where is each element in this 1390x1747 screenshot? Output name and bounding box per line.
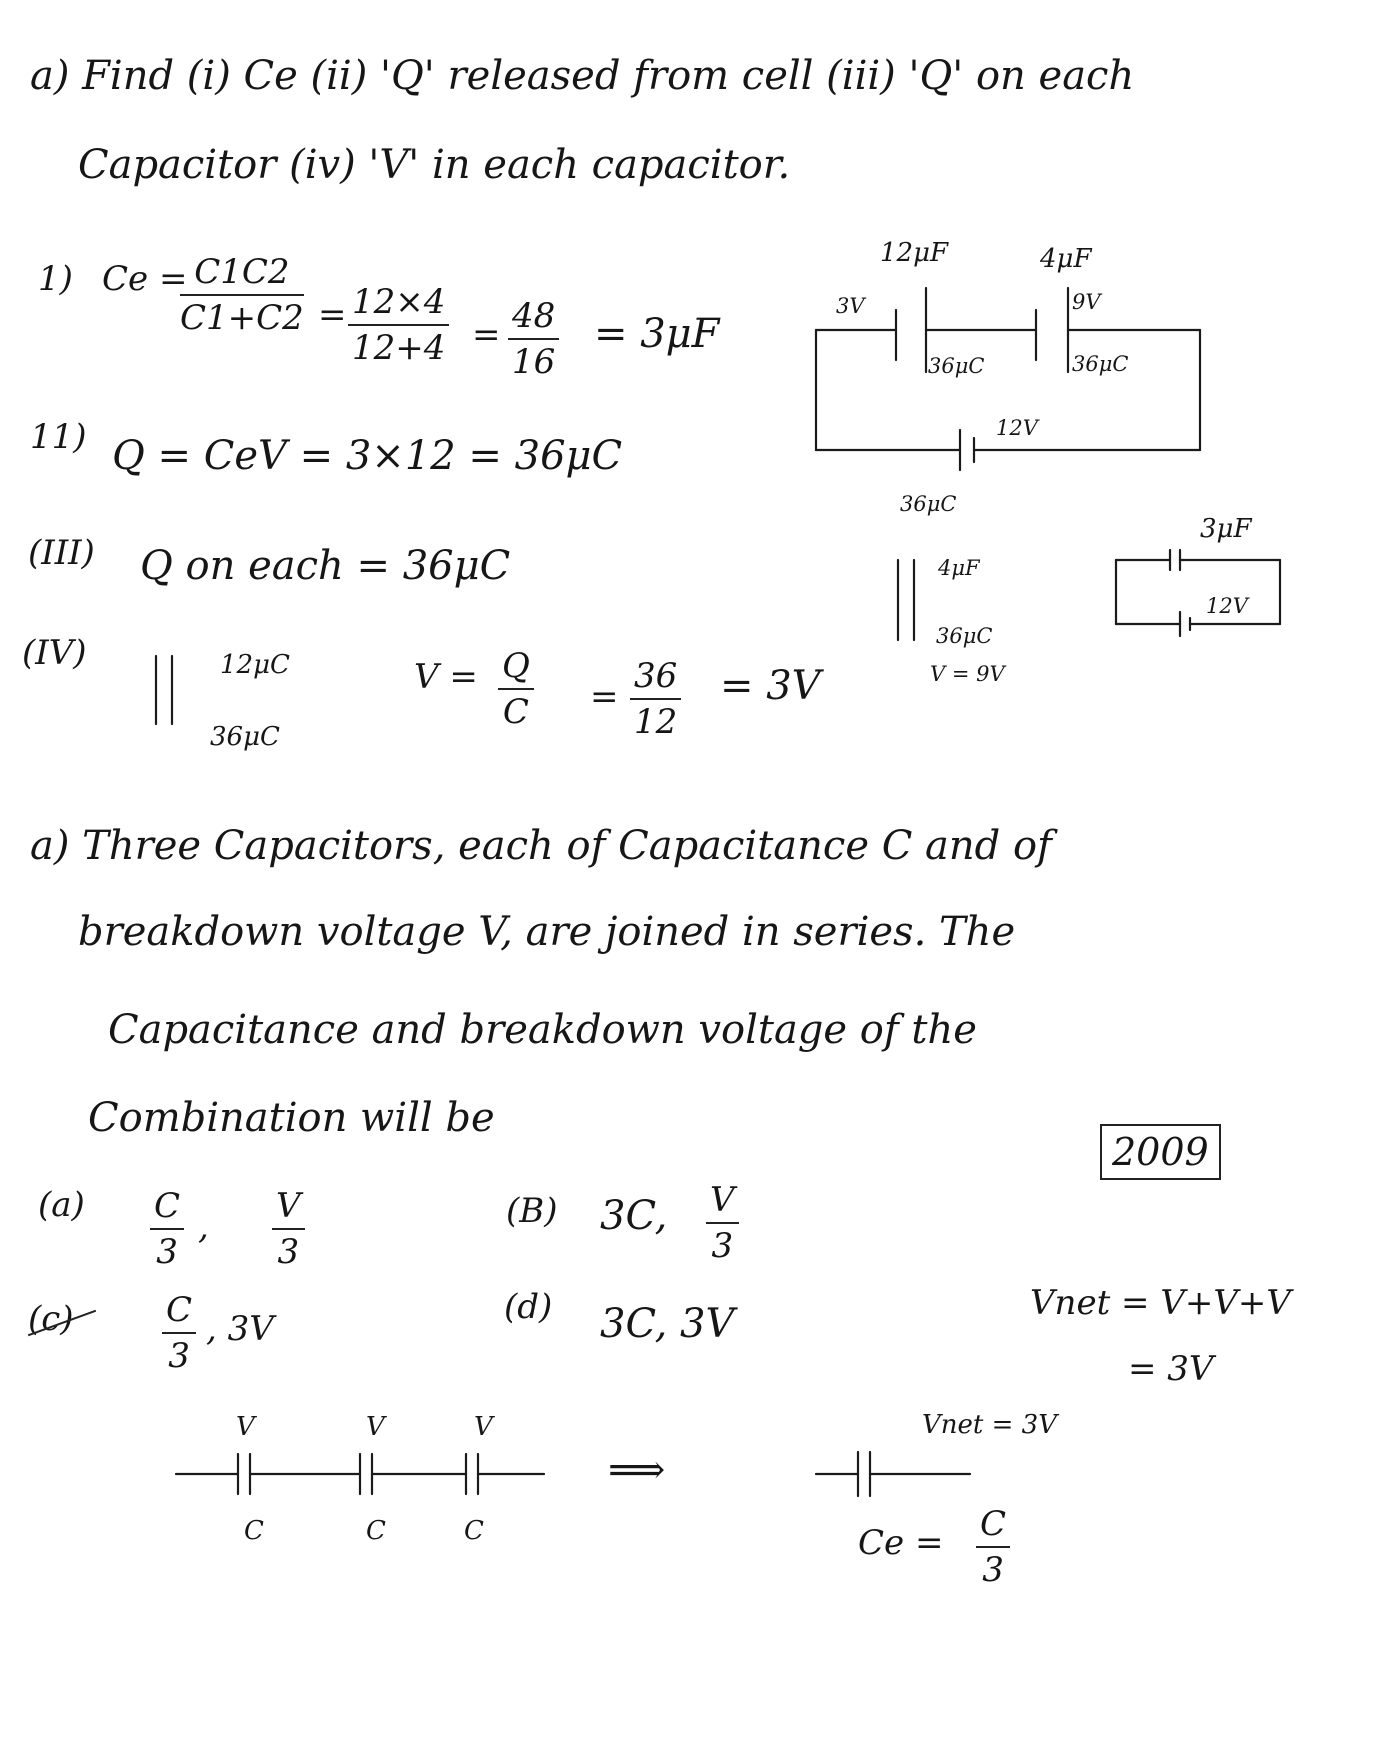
step1-result: = 3μF (594, 311, 720, 357)
step1-f1-num: C1C2 (180, 252, 304, 296)
small-circuit-battery-label: 12V (1206, 594, 1248, 618)
option-b-label: (B) (506, 1191, 558, 1231)
step3-label: (III) (28, 533, 95, 573)
question-b-line1: a) Three Capacitors, each of Capacitance C and of (30, 823, 1052, 869)
circuit-v1-label: 3V (836, 294, 865, 318)
side-cap-voltage: V = 9V (930, 662, 1005, 686)
option-b-fraction-v (706, 1180, 739, 1266)
step4-label: (IV) (22, 633, 87, 673)
question-b-line4: Combination will be (88, 1095, 495, 1141)
step1-eq2: = (472, 315, 501, 355)
step4-result: = 3V (720, 663, 821, 709)
option-b-v-num: V (706, 1180, 739, 1224)
step4-fraction-formula (498, 646, 534, 732)
step2-label: 11) (30, 417, 87, 457)
step4-capacitor-symbol (150, 650, 180, 730)
step1-f2-den: 12+4 (352, 328, 446, 368)
series-c3-label: C (464, 1516, 484, 1546)
small-circuit-cap-label: 3μF (1200, 514, 1252, 544)
equivalent-vnet-label: Vnet = 3V (922, 1410, 1057, 1440)
option-a-c-den: 3 (156, 1232, 178, 1272)
step1-f3-num: 48 (508, 296, 559, 340)
step1-label: 1) (38, 259, 73, 299)
step1-fraction-values (348, 282, 449, 368)
series-c1-label: C (244, 1516, 264, 1546)
series-c2-label: C (366, 1516, 386, 1546)
step1-lhs: Ce = (102, 259, 188, 299)
equivalent-ce-num: C (976, 1504, 1010, 1548)
equivalent-circuit-diagram (1110, 546, 1290, 636)
step1-f2-num: 12×4 (348, 282, 449, 326)
side-cap-charge: 36μC (936, 624, 993, 648)
series-circuit-diagram (810, 280, 1210, 470)
step4-f1-num: Q (498, 646, 534, 690)
option-c-label: (c) (28, 1299, 74, 1339)
circuit-battery-charge: 36μC (900, 492, 957, 516)
step4-fraction-values (630, 656, 681, 742)
option-a-comma: , (198, 1207, 209, 1247)
option-d-label: (d) (504, 1287, 553, 1327)
question-a-line2: Capacitor (iv) 'V' in each capacitor. (78, 142, 791, 188)
question-a-line1: a) Find (i) Ce (ii) 'Q' released from cell (iii) 'Q' on each (30, 53, 1135, 99)
step4-lhs: V = (414, 657, 478, 697)
step1-f1-den: C1+C2 (180, 298, 304, 338)
circuit-c1-label: 12μF (880, 238, 949, 268)
option-a-v-num: V (272, 1186, 305, 1230)
step3-text: Q on each = 36μC (140, 543, 511, 589)
vnet-line1: Vnet = V+V+V (1030, 1283, 1291, 1323)
series-v1-label: V (236, 1412, 255, 1442)
step4-eq: = (590, 677, 619, 717)
step1-f3-den: 16 (512, 342, 556, 382)
series-v2-label: V (366, 1412, 385, 1442)
option-a-c-num: C (150, 1186, 184, 1230)
side-capacitor-symbol (890, 556, 930, 646)
option-a-label: (a) (38, 1185, 85, 1225)
option-a-fraction-c (150, 1186, 184, 1272)
step1-fraction-formula (180, 252, 304, 338)
option-d-text: 3C, 3V (600, 1301, 735, 1347)
vnet-line2: = 3V (1128, 1349, 1214, 1389)
option-b-text: 3C, (600, 1193, 668, 1239)
three-capacitors-series-diagram (170, 1446, 550, 1506)
arrow-icon: ⟹ (608, 1447, 666, 1493)
step2-text: Q = CeV = 3×12 = 36μC (112, 433, 623, 479)
series-v3-label: V (474, 1412, 493, 1442)
question-b-line2: breakdown voltage V, are joined in series. The (78, 909, 1016, 955)
option-c-text: , 3V (206, 1309, 274, 1349)
step4-f2-den: 12 (634, 702, 678, 742)
step4-f1-den: C (502, 692, 529, 732)
circuit-q2-label: 36μC (1072, 352, 1129, 376)
step4-f2-num: 36 (630, 656, 681, 700)
step4-cap-value: 12μC (220, 650, 290, 680)
option-a-fraction-v (272, 1186, 305, 1272)
equivalent-ce-den: 3 (982, 1550, 1004, 1590)
equivalent-ce-lhs: Ce = (858, 1523, 944, 1563)
equivalent-capacitor-diagram (810, 1446, 980, 1506)
year-box: 2009 (1100, 1124, 1221, 1180)
circuit-q1-label: 36μC (928, 354, 985, 378)
side-cap-value: 4μF (938, 556, 980, 580)
option-b-v-den: 3 (711, 1226, 734, 1266)
option-a-v-den: 3 (277, 1232, 300, 1272)
circuit-v2-label: 9V (1072, 290, 1101, 314)
option-c-c-num: C (162, 1290, 196, 1334)
step1-eq1: = (318, 295, 347, 335)
step1-fraction-simplified (508, 296, 559, 382)
option-c-fraction-c (162, 1290, 196, 1376)
circuit-battery-label: 12V (996, 416, 1038, 440)
option-c-c-den: 3 (168, 1336, 190, 1376)
circuit-c2-label: 4μF (1040, 244, 1092, 274)
step4-cap-charge: 36μC (210, 722, 280, 752)
question-b-line3: Capacitance and breakdown voltage of the (108, 1007, 977, 1053)
equivalent-ce-fraction (976, 1504, 1010, 1590)
